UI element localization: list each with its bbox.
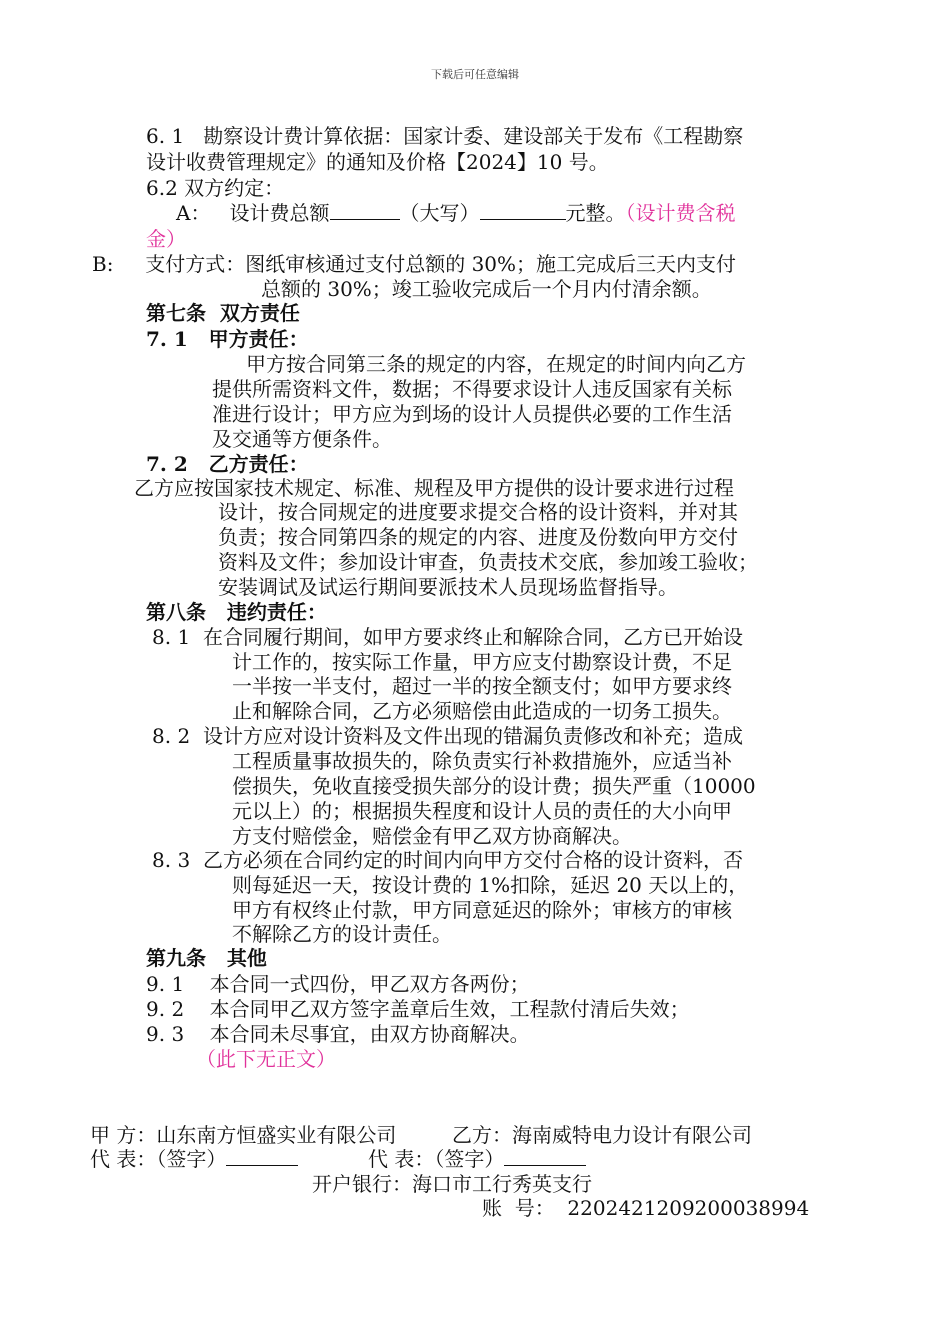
s7-1-line: 提供所需资料文件，数据；不得要求设计人违反国家有关标 xyxy=(212,377,732,401)
s6-item-b-1: B: 支付方式：图纸审核通过支付总额的 30%；施工完成后三天内支付 xyxy=(92,252,737,276)
fee-capital-label: （大写） xyxy=(399,201,480,225)
s7-2-line: 负责；按合同第四条的规定的内容、进度及份数向甲方交付 xyxy=(218,525,738,549)
party-a-signature-blank xyxy=(226,1147,298,1166)
s8-3-number: 8. 3 xyxy=(152,848,191,872)
s8-2-line: 偿损失，免收直接受损失部分的设计费；损失严重（10000 xyxy=(232,774,756,798)
s8-2-number: 8. 2 xyxy=(152,724,191,748)
fee-total-label: A： 设计费总额 xyxy=(176,201,330,225)
fee-unit: 元整。 xyxy=(565,201,626,225)
s7-1-line: 准进行设计；甲方应为到场的设计人员提供必要的工作生活 xyxy=(212,402,732,426)
s9-item: 9. 3 本合同未尽事宜，由双方协商解决。 xyxy=(146,1022,530,1046)
s7-title: 第七条 双方责任 xyxy=(146,301,300,325)
party-b-rep-label: 代 表：（签字） xyxy=(368,1147,505,1171)
s8-1-line: 一半按一半支付，超过一半的按全额支付；如甲方要求终 xyxy=(232,674,732,698)
s8-3-line: 不解除乙方的设计责任。 xyxy=(232,922,452,946)
s8-3-line: 甲方有权终止付款，甲方同意延迟的除外；审核方的审核 xyxy=(232,898,732,922)
s7-2-line: 安装调试及试运行期间要派技术人员现场监督指导。 xyxy=(218,575,678,599)
s7-2-heading: 7. 2 乙方责任： xyxy=(146,452,309,476)
s6-line-3: 6.2 双方约定： xyxy=(146,176,285,200)
s8-1-line: 计工作的，按实际工作量，甲方应支付勘察设计费，不足 xyxy=(232,650,732,674)
s8-1-line: 止和解除合同，乙方必须赔偿由此造成的一切务工损失。 xyxy=(232,699,732,723)
s7-2-line: 乙方应按国家技术规定、标准、规程及甲方提供的设计要求进行过程 xyxy=(134,476,734,500)
s8-2-line: 工程质量事故损失的，除负责实行补救措施外，应适当补 xyxy=(232,749,732,773)
s6-item-b-2: 总额的 30%；竣工验收完成后一个月内付清余额。 xyxy=(261,277,712,301)
tax-note: （设计费含税 xyxy=(625,201,736,225)
party-b-rep xyxy=(368,1147,586,1171)
party-a-rep-label: 代 表：（签字） xyxy=(90,1147,227,1171)
s9-item: 9. 1 本合同一式四份，甲乙双方各两份； xyxy=(146,972,530,996)
s8-3-line: 乙方必须在合同约定的时间内向甲方交付合格的设计资料，否 xyxy=(203,848,743,872)
party-a-name: 甲 方：山东南方恒盛实业有限公司 xyxy=(90,1123,397,1147)
fee-capital-blank xyxy=(480,201,566,220)
fee-amount-blank xyxy=(330,201,400,220)
s8-title: 第八条 违约责任： xyxy=(146,600,327,624)
s9-item: 9. 2 本合同甲乙双方签字盖章后生效，工程款付清后失效； xyxy=(146,997,690,1021)
party-a-rep xyxy=(90,1147,298,1171)
s7-2-line: 资料及文件；参加设计审查，负责技术交底，参加竣工验收； xyxy=(218,550,758,574)
s6-item-a xyxy=(176,201,736,225)
bank-account: 账 号： 2202421209200038994 xyxy=(482,1196,810,1220)
s7-1-line: 甲方按合同第三条的规定的内容，在规定的时间内向乙方 xyxy=(246,352,746,376)
s8-2-line: 元以上）的；根据损失程度和设计人员的责任的大小向甲 xyxy=(232,799,732,823)
s6-line-1: 6. 1 勘察设计费计算依据：国家计委、建设部关于发布《工程勘察 xyxy=(146,124,744,148)
s7-1-heading: 7. 1 甲方责任： xyxy=(146,327,309,351)
s7-2-line: 设计，按合同规定的进度要求提交合格的设计资料，并对其 xyxy=(218,500,738,524)
party-b-name: 乙方：海南威特电力设计有限公司 xyxy=(452,1123,752,1147)
s8-1-number: 8. 1 xyxy=(152,625,191,649)
s8-2-line: 方支付赔偿金，赔偿金有甲乙双方协商解决。 xyxy=(232,824,632,848)
party-b-signature-blank xyxy=(504,1147,586,1166)
s6-line-2: 设计收费管理规定》的通知及价格【2024】10 号。 xyxy=(146,150,609,174)
s7-1-line: 及交通等方便条件。 xyxy=(212,427,392,451)
end-of-text-note: （此下无正文） xyxy=(196,1047,336,1071)
bank-name: 开户银行：海口市工行秀英支行 xyxy=(312,1172,592,1196)
s8-1-line: 在合同履行期间，如甲方要求终止和解除合同，乙方已开始设 xyxy=(203,625,743,649)
s8-2-line: 设计方应对设计资料及文件出现的错漏负责修改和补充；造成 xyxy=(203,724,743,748)
page-header: 下载后可任意编辑 xyxy=(431,68,519,81)
s9-title: 第九条 其他 xyxy=(146,946,267,970)
tax-note-cont: 金） xyxy=(146,227,186,251)
s8-3-line: 则每延迟一天，按设计费的 1%扣除，延迟 20 天以上的， xyxy=(232,873,749,897)
